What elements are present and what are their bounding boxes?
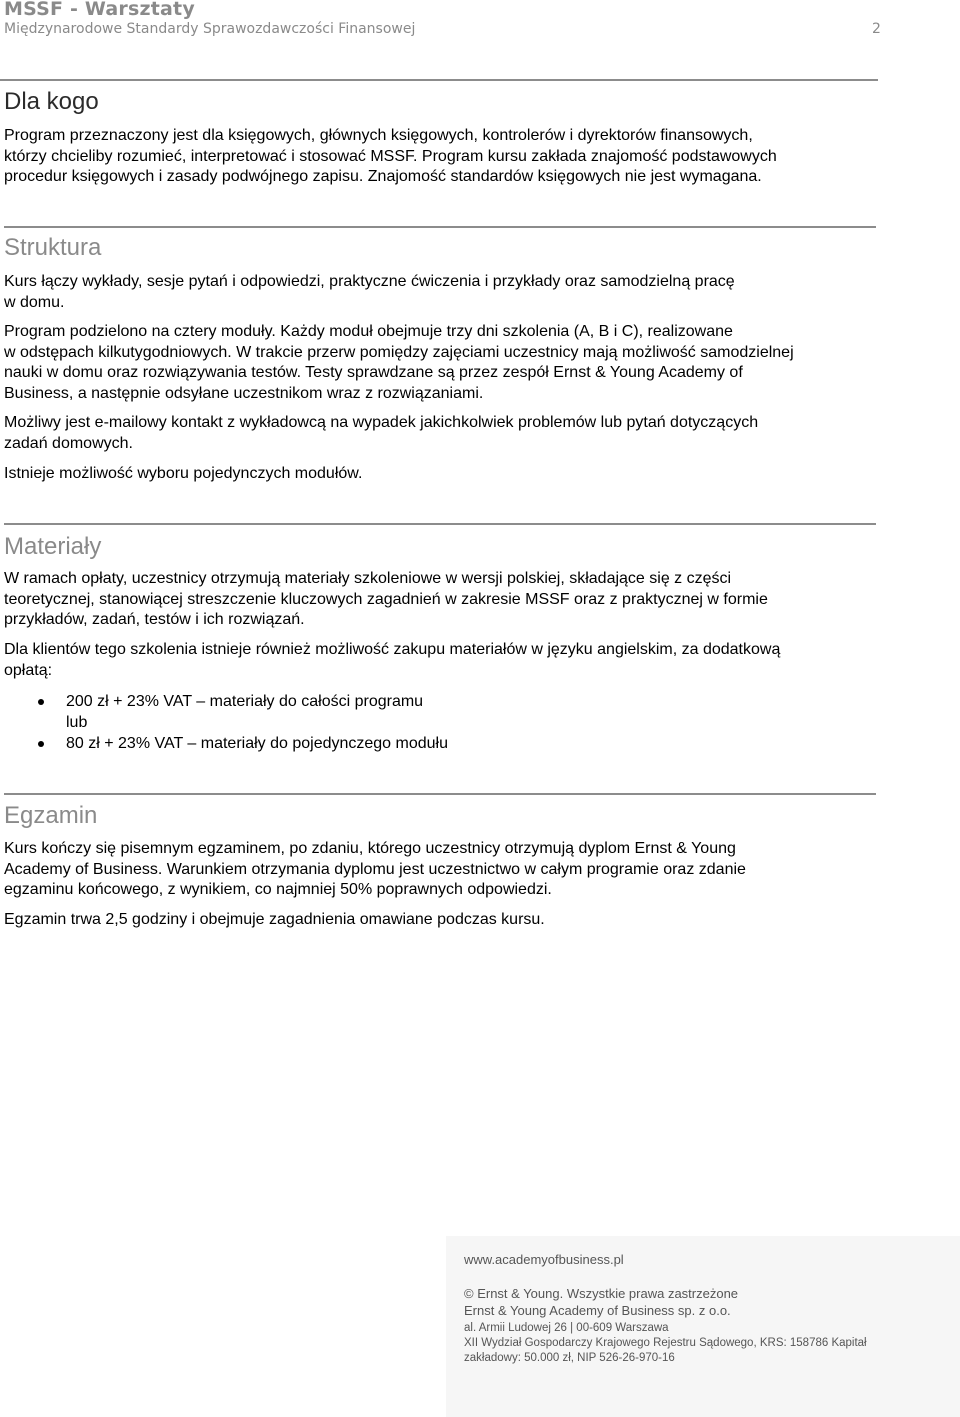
text-line: Program przeznaczony jest dla księgowych, głównych księgowych, kontrolerów i dyrektorów finansowych,: [4, 127, 753, 144]
text-line: w odstępach kilkutygodniowych. W trakcie przerw pomiędzy zajęciami uczestnicy mają możliwość samodzielnej: [4, 343, 794, 361]
page-number: 2: [872, 21, 881, 37]
text-line: Program podzielono na cztery moduły. Każdy moduł obejmuje trzy dni szkolenia (A, B i C), realizowane: [4, 323, 733, 340]
text-line: Dla klientów tego szkolenia istnieje również możliwość zakupu materiałów w języku angielskim, za dodatkową: [4, 641, 781, 658]
section-title: Struktura: [4, 234, 102, 261]
paragraph: [4, 910, 884, 931]
paragraph: [4, 413, 884, 454]
text-line: Academy of Business. Warunkiem otrzymania dyplomu jest uczestnictwo w całym programie oraz zdanie: [4, 860, 746, 878]
bullet-icon: [38, 741, 44, 747]
section-title: Dla kogo: [4, 88, 99, 115]
paragraph: [4, 272, 884, 313]
text-line: teoretycznej, stanowiącej streszczenie kluczowych zagadnień w zakresie MSSF oraz z praktycznej w formie: [4, 590, 768, 608]
text-line: zadań domowych.: [4, 434, 133, 452]
text-line: Egzamin trwa 2,5 godziny i obejmuje zagadnienia omawiane podczas kursu.: [4, 911, 545, 928]
text-line: przykładów, zadań, testów i ich rozwiązań.: [4, 611, 305, 628]
list-item-connector: lub: [66, 714, 88, 731]
text-line: Istnieje możliwość wyboru pojedynczych modułów.: [4, 465, 363, 482]
text-line: w domu.: [4, 293, 65, 311]
footer-registry: XII Wydział Gospodarczy Krajowego Rejestru Sądowego, KRS: 158786 Kapitał: [464, 1337, 867, 1349]
footer-address: al. Armii Ludowej 26 | 00-609 Warszawa: [464, 1322, 669, 1334]
bullet-icon: [38, 699, 44, 705]
paragraph: [4, 126, 884, 188]
text-line: egzaminu końcowego, z wynikiem, co najmniej 50% poprawnych odpowiedzi.: [4, 881, 552, 898]
footer-website-link[interactable]: www.academyofbusiness.pl: [464, 1252, 624, 1267]
section-divider: [4, 793, 876, 795]
paragraph: [4, 569, 884, 631]
paragraph: [4, 640, 884, 681]
text-line: Kurs kończy się pisemnym egzaminem, po zdaniu, którego uczestnicy otrzymują dyplom Ernst & Young: [4, 840, 736, 857]
footer-copyright: © Ernst & Young. Wszystkie prawa zastrzeżone: [464, 1286, 739, 1301]
section-divider: [4, 226, 876, 228]
section-title: Materiały: [4, 533, 102, 560]
section-divider: [4, 523, 876, 525]
paragraph: [4, 839, 884, 901]
section-divider: [0, 79, 878, 81]
list-item: 200 zł + 23% VAT – materiały do całości programu: [66, 693, 424, 710]
text-line: którzy chcieliby rozumieć, interpretować i stosować MSSF. Program kursu zakłada znajomość podstawowych: [4, 147, 777, 165]
footer-capital: zakładowy: 50.000 zł, NIP 526-26-970-16: [464, 1352, 675, 1364]
text-line: procedur księgowych i zasady podwójnego zapisu. Znajomość standardów księgowych nie jest wymagana.: [4, 168, 762, 185]
list-item: 80 zł + 23% VAT – materiały do pojedynczego modułu: [66, 735, 448, 752]
text-line: Możliwy jest e-mailowy kontakt z wykładowcą na wypadek jakichkolwiek problemów lub pytań dotyczących: [4, 414, 759, 431]
footer-company: Ernst & Young Academy of Business sp. z o.o.: [464, 1303, 731, 1318]
text-line: Kurs łączy wykłady, sesje pytań i odpowiedzi, praktyczne ćwiczenia i przykłady oraz samodzielną pracę: [4, 273, 735, 290]
document-subtitle: Międzynarodowe Standardy Sprawozdawczości Finansowej: [4, 21, 416, 37]
document-title: MSSF - Warsztaty: [4, 0, 195, 20]
section-title: Egzamin: [4, 802, 98, 829]
text-line: opłatą:: [4, 661, 53, 679]
text-line: Business, a następnie odsyłane uczestnikom wraz z rozwiązaniami.: [4, 384, 484, 402]
text-line: W ramach opłaty, uczestnicy otrzymują materiały szkoleniowe w wersji polskiej, składające się z części: [4, 570, 732, 587]
paragraph: [4, 322, 884, 404]
paragraph: [4, 464, 884, 485]
text-line: nauki w domu oraz rozwiązywania testów. Testy sprawdzane są przez zespół Ernst & Young Academy of: [4, 364, 743, 381]
